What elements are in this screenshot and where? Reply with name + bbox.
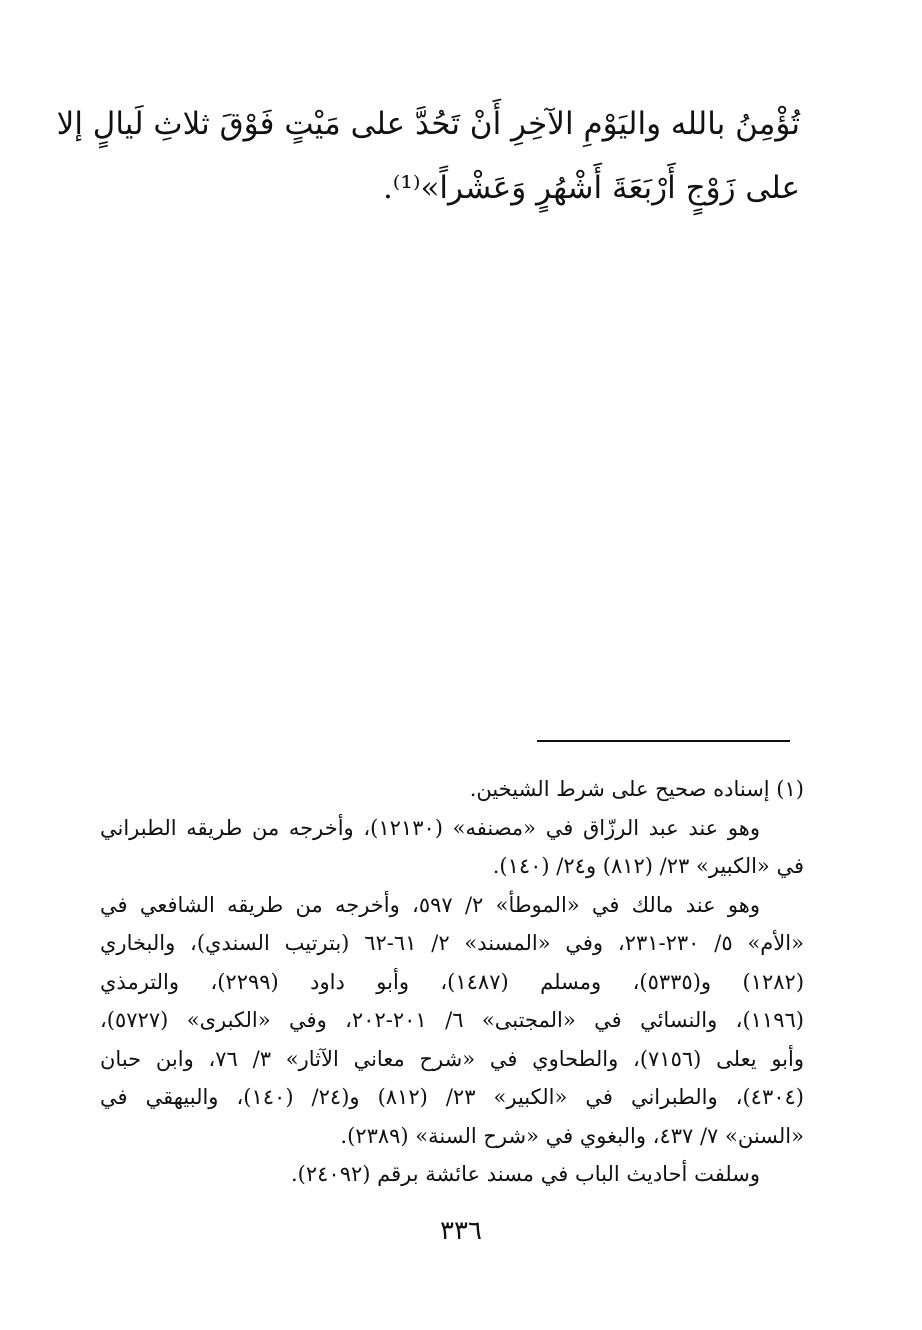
main-text-line: على زَوْجٍ أَرْبَعَةَ أَشْهُرٍ وَعَشْراً»⁽¹⁾.: [382, 170, 800, 206]
footnote-line: «السنن» ٧/ ٤٣٧، والبغوي في «شرح السنة» (٢٣٨٩).: [340, 1123, 804, 1148]
footnote-separator: [537, 740, 790, 742]
footnote-line: وهو عند عبد الرزّاق في «مصنفه» (١٢١٣٠)، وأخرجه من طريقه الطبراني: [100, 815, 760, 840]
footnote-line: (١١٩٦)، والنسائي في «المجتبى» ٦/ ٢٠١-٢٠٢، وفي «الكبرى» (٥٧٢٧)،: [100, 1008, 804, 1032]
footnote-line: (١٢٨٢) و(٥٣٣٥)، ومسلم (١٤٨٧)، وأبو داود (٢٢٩٩)، والترمذي: [100, 969, 804, 994]
footnote-line: وهو عند مالك في «الموطأ» ٢/ ٥٩٧، وأخرجه من طريقه الشافعي في: [100, 892, 760, 917]
footnote-line: وسلفت أحاديث الباب في مسند عائشة برقم (٢٤٠٩٢).: [291, 1162, 760, 1186]
main-text-block: [56, 92, 800, 220]
footnote-line: «الأم» ٥/ ٢٣٠-٢٣١، وفي «المسند» ٢/ ٦١-٦٢ (بترتيب السندي)، والبخاري: [100, 931, 804, 955]
page-number: ٣٣٦: [440, 1216, 482, 1246]
main-text-line: تُؤْمِنُ بالله واليَوْمِ الآخِرِ أَنْ تَحُدَّ على مَيْتٍ فَوْقَ ثلاثِ لَيالٍ إلا: [56, 106, 800, 142]
footnote-line: وأبو يعلى (٧١٥٦)، والطحاوي في «شرح معاني الآثار» ٣/ ٧٦، وابن حبان: [100, 1046, 804, 1071]
footnotes-block: [100, 770, 804, 1194]
footnote-line: في «الكبير» ٢٣/ (٨١٢) و٢٤/ (١٤٠).: [492, 854, 804, 878]
footnote-line: (١) إسناده صحيح على شرط الشيخين.: [469, 777, 804, 801]
footnote-line: (٤٣٠٤)، والطبراني في «الكبير» ٢٣/ (٨١٢) و(٢٤/ (١٤٠)، والبيهقي في: [100, 1085, 804, 1109]
